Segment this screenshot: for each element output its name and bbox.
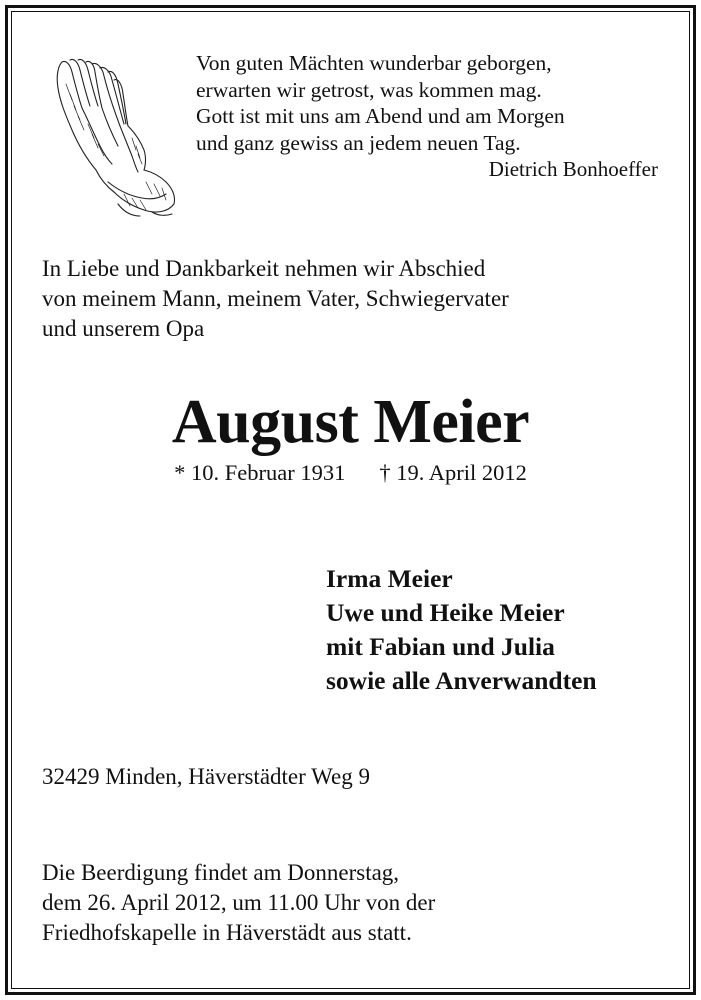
funeral-notice xyxy=(42,858,672,948)
family-line: Uwe und Heike Meier xyxy=(326,598,565,627)
family-line: Irma Meier xyxy=(326,564,453,593)
intro-line: In Liebe und Dankbarkeit nehmen wir Abschied xyxy=(42,256,486,281)
birth-date: * 10. Februar 1931 xyxy=(174,460,346,485)
life-dates xyxy=(0,458,701,488)
family-line: mit Fabian und Julia xyxy=(326,632,555,661)
intro-line: von meinem Mann, meinem Vater, Schwiegervater xyxy=(42,286,509,311)
family-line: sowie alle Anverwandten xyxy=(326,666,597,695)
quote-line: erwarten wir getrost, was kommen mag. xyxy=(196,77,542,102)
quote-line: und ganz gewiss an jedem neuen Tag. xyxy=(196,130,521,155)
praying-hands-icon xyxy=(48,54,190,220)
farewell-intro xyxy=(42,254,672,344)
death-date: † 19. April 2012 xyxy=(379,460,527,485)
funeral-line: Friedhofskapelle in Häverstädt aus statt. xyxy=(42,920,412,945)
funeral-line: Die Beerdigung findet am Donnerstag, xyxy=(42,860,400,885)
bonhoeffer-quote xyxy=(196,50,666,183)
quote-line: Von guten Mächten wunderbar geborgen, xyxy=(196,51,552,75)
family-address: 32429 Minden, Häverstädter Weg 9 xyxy=(42,764,370,789)
quote-line: Gott ist mit uns am Abend und am Morgen xyxy=(196,104,565,128)
funeral-line: dem 26. April 2012, um 11.00 Uhr von der xyxy=(42,890,436,915)
family-signatures xyxy=(326,562,686,698)
quote-author: Dietrich Bonhoeffer xyxy=(488,157,658,181)
intro-line: und unserem Opa xyxy=(42,316,205,341)
deceased-name: August Meier xyxy=(171,388,530,456)
